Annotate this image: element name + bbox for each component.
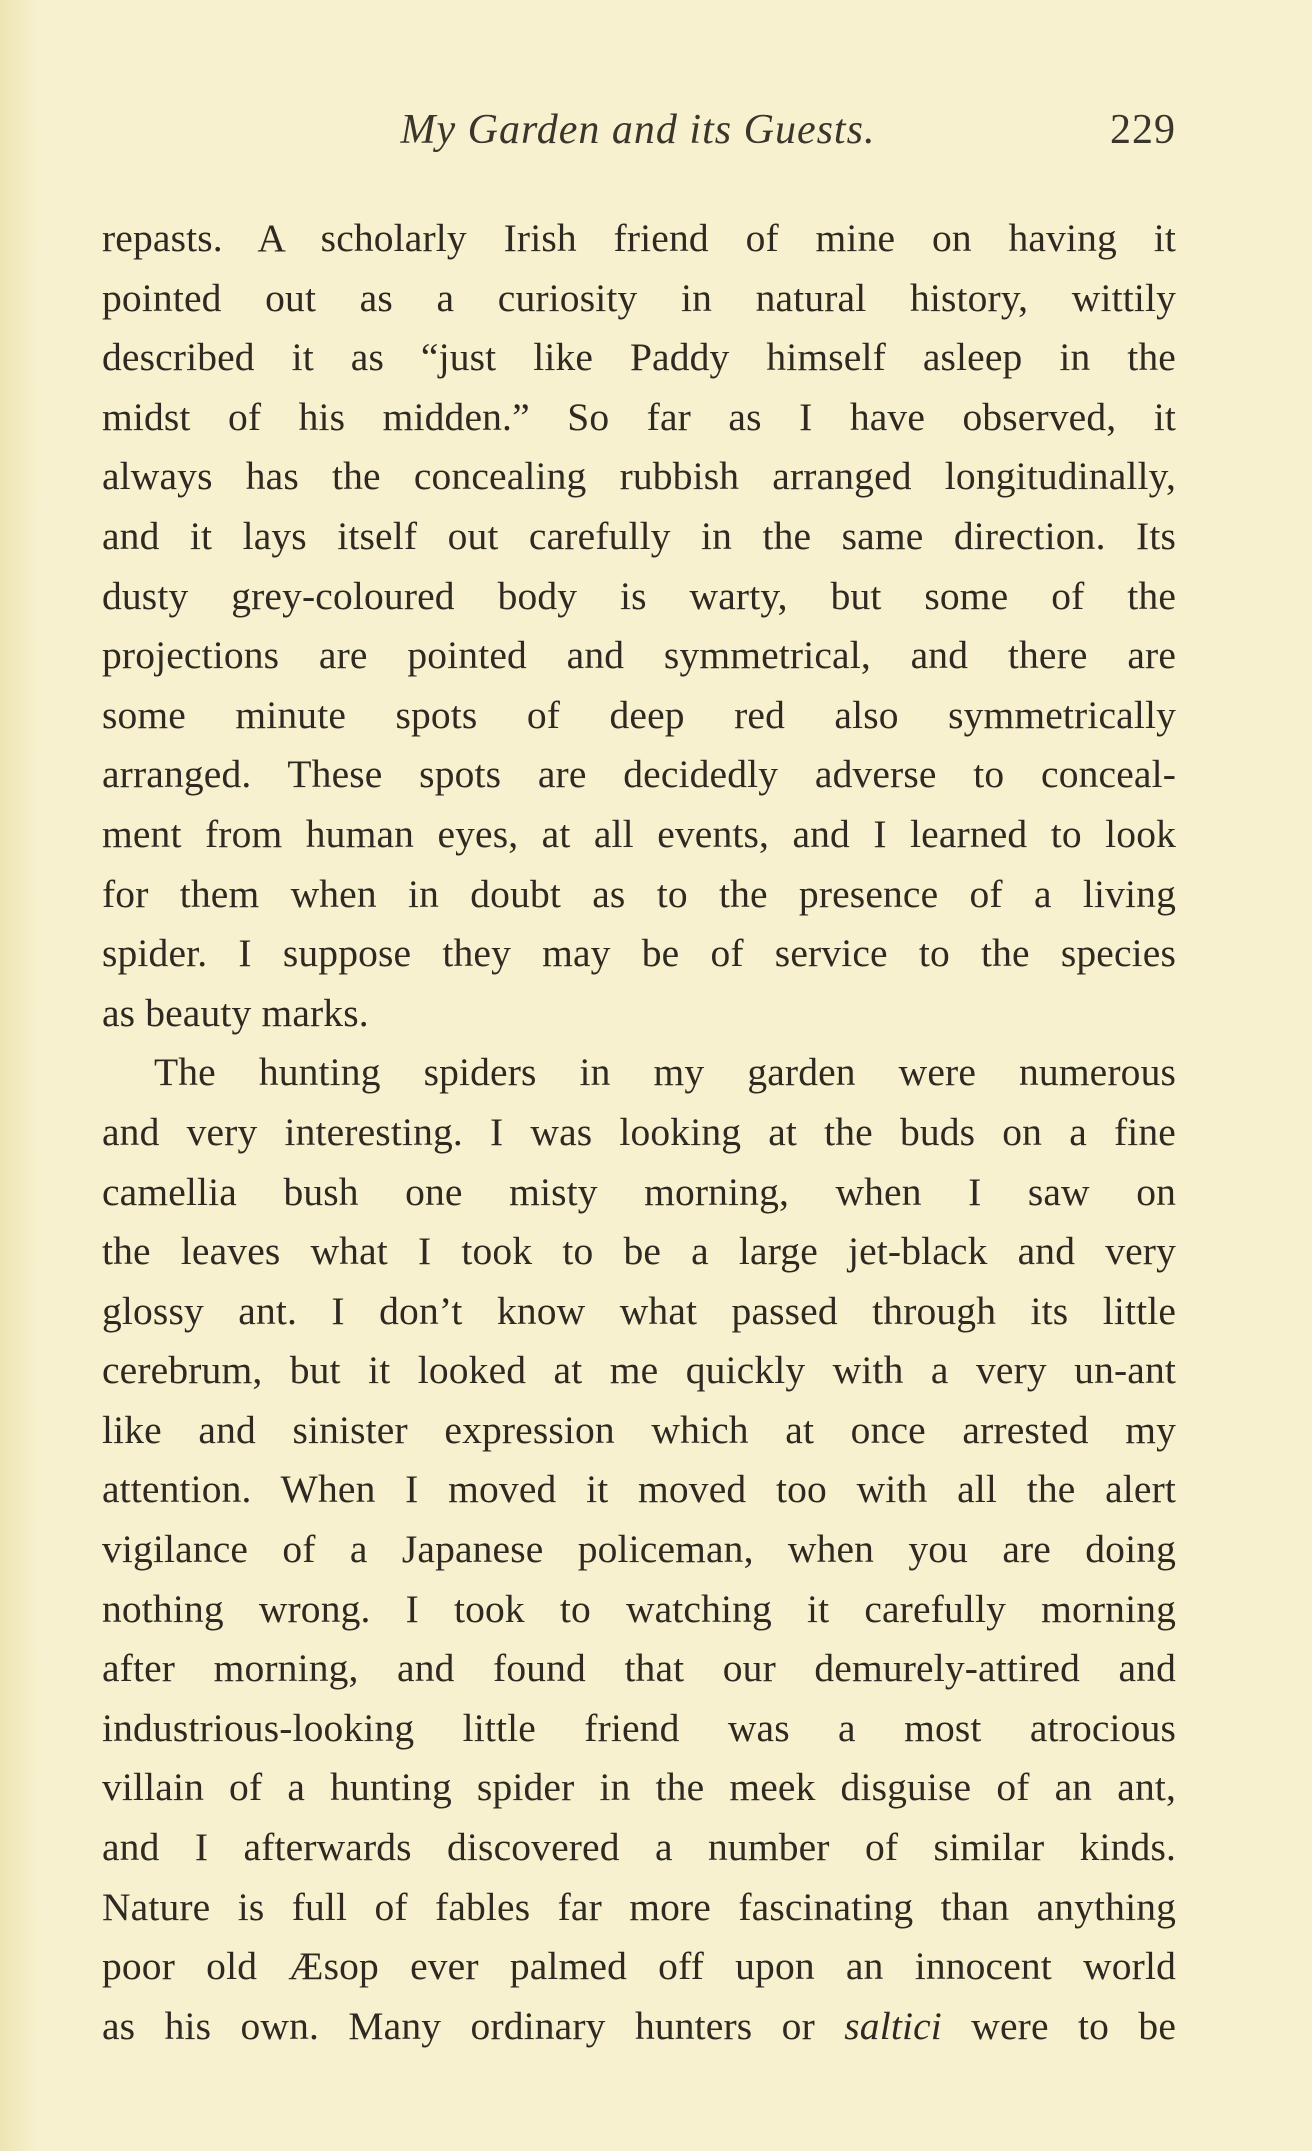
text-line: like and sinister expression which at once arrested my (102, 1407, 1176, 1452)
text-line: villain of a hunting spider in the meek disguise of an ant, (102, 1765, 1176, 1810)
text-line: camellia bush one misty morning, when I saw on (102, 1169, 1176, 1214)
paragraph-end-line: as beauty marks. (102, 990, 369, 1035)
page-number: 229 (1110, 107, 1176, 153)
text-line: spider. I suppose they may be of service to the species (102, 931, 1176, 976)
text-line: poor old Æsop ever palmed off upon an innocent world (102, 1944, 1176, 1989)
text-line: always has the concealing rubbish arranged longitudinally, (102, 454, 1176, 499)
final-text-line (102, 1997, 1176, 2057)
text-line: repasts. A scholarly Irish friend of mine on having it (102, 216, 1176, 260)
text-line: the leaves what I took to be a large jet-black and very (102, 1229, 1176, 1274)
text-line: ment from human eyes, at all events, and I learned to look (102, 811, 1176, 856)
text-line: Nature is full of fables far more fascinating than anything (102, 1884, 1176, 1929)
text-line: dusty grey-coloured body is warty, but some of the (102, 573, 1176, 618)
text-line: industrious-looking little friend was a most atrocious (102, 1705, 1176, 1750)
final-line-start: as his own. Many ordinary hunters or (102, 2003, 845, 2048)
italic-term-saltici: saltici (844, 2003, 942, 2048)
text-line: after morning, and found that our demurely-attired and (102, 1646, 1176, 1691)
text-line: arranged. These spots are decidedly adverse to conceal- (102, 752, 1176, 797)
text-line: and very interesting. I was looking at the buds on a fine (102, 1109, 1176, 1154)
text-line: cerebrum, but it looked at me quickly with a very un-ant (102, 1348, 1176, 1393)
text-line: for them when in doubt as to the presence of a living (102, 871, 1176, 916)
running-head (100, 100, 1176, 160)
text-line: midst of his midden.” So far as I have observed, it (102, 394, 1176, 439)
text-line: some minute spots of deep red also symmetrically (102, 692, 1176, 737)
text-line: described it as “just like Paddy himself asleep in the (102, 335, 1176, 380)
body-text (102, 209, 1176, 2056)
paragraph-start-line: The hunting spiders in my garden were numerous (154, 1050, 1176, 1095)
running-title: My Garden and its Guests. (400, 107, 876, 153)
text-line: vigilance of a Japanese policeman, when you are doing (102, 1527, 1176, 1572)
text-line: glossy ant. I don’t know what passed through its little (102, 1288, 1176, 1333)
text-line: nothing wrong. I took to watching it carefully morning (102, 1586, 1176, 1631)
text-line: and it lays itself out carefully in the same direction. Its (102, 513, 1176, 558)
text-line: attention. When I moved it moved too with all the alert (102, 1467, 1176, 1512)
text-line: projections are pointed and symmetrical, and there are (102, 633, 1176, 678)
text-line: and I afterwards discovered a number of similar kinds. (102, 1825, 1176, 1870)
text-line: pointed out as a curiosity in natural history, wittily (102, 275, 1176, 320)
page-edge-shadow (0, 0, 40, 2151)
final-line-end: were to be (941, 2003, 1177, 2048)
